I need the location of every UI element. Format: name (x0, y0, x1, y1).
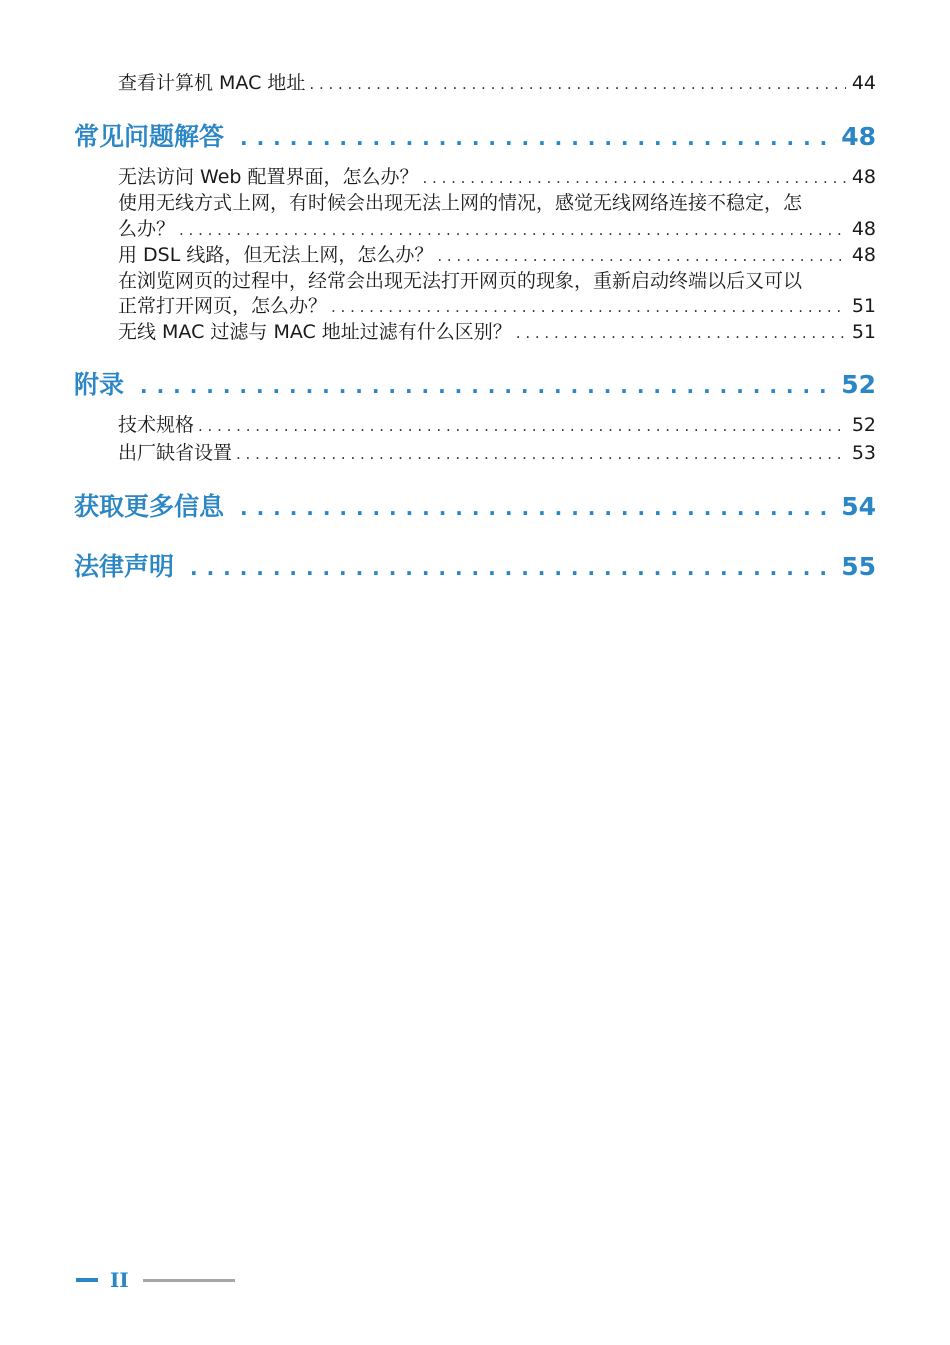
dot-leader (331, 294, 846, 319)
dot-leader (140, 369, 833, 402)
toc-chapter-appendix[interactable] (74, 368, 876, 402)
dot-leader (240, 491, 833, 524)
toc-entry-faq-dsl[interactable] (118, 242, 876, 268)
toc-entry-page: 51 (851, 295, 876, 317)
toc-entry-title: 用 DSL 线路，但无法上网，怎么办？ (118, 244, 434, 266)
toc-entry-page: 51 (851, 321, 876, 343)
page-footer (76, 1268, 235, 1292)
toc-entry-title: 无线 MAC 过滤与 MAC 地址过滤有什么区别？ (118, 321, 512, 343)
toc-entry-page: 48 (851, 218, 876, 240)
toc-entry-page: 48 (851, 166, 876, 188)
footer-accent-dash (76, 1278, 98, 1282)
toc-entry-faq-browse[interactable] (118, 293, 876, 319)
toc-chapter-legal[interactable] (74, 550, 876, 584)
dot-leader (240, 121, 833, 154)
toc-entry-title: 么办？ (118, 218, 176, 240)
toc-entry-faq-web[interactable] (118, 164, 876, 190)
toc-chapter-faq[interactable] (74, 120, 876, 154)
page-number: II (110, 1268, 129, 1292)
dot-leader (236, 441, 846, 466)
toc-entry-page: 52 (851, 414, 876, 436)
toc-entry-page: 53 (851, 442, 876, 464)
toc-chapter-page: 55 (841, 552, 876, 581)
toc-entry-faq-mac-filter[interactable] (118, 319, 876, 345)
toc-chapter-title: 常见问题解答 (74, 122, 225, 151)
toc-entry-factory-defaults[interactable] (118, 440, 876, 466)
toc-chapter-page: 52 (841, 370, 876, 399)
toc-chapter-more-info[interactable] (74, 490, 876, 524)
dot-leader (309, 71, 845, 96)
toc-chapter-page: 48 (841, 122, 876, 151)
toc-chapter-title: 附录 (74, 370, 125, 399)
toc-entry-faq-browse-line1[interactable]: 在浏览网页的过程中，经常会出现无法打开网页的现象，重新启动终端以后又可以 (118, 270, 803, 292)
toc-entry-page: 48 (851, 244, 876, 266)
dot-leader (190, 551, 833, 584)
toc-entry-title: 出厂缺省设置 (118, 442, 233, 464)
toc-chapter-title: 法律声明 (74, 552, 175, 581)
toc-entry-title: 技术规格 (118, 414, 195, 436)
toc-entry-tech-spec[interactable] (118, 412, 876, 438)
dot-leader (516, 320, 846, 345)
dot-leader (423, 165, 846, 190)
toc-entry-faq-wireless-line1[interactable]: 使用无线方式上网，有时候会出现无法上网的情况，感觉无线网络连接不稳定，怎 (118, 192, 803, 214)
toc-entry-mac-lookup[interactable] (118, 70, 876, 96)
dot-leader (198, 413, 846, 438)
toc-entry-faq-wireless[interactable] (118, 216, 876, 242)
toc-entry-page: 44 (851, 72, 876, 94)
dot-leader (437, 243, 845, 268)
toc-entry-title: 无法访问 Web 配置界面，怎么办？ (118, 166, 419, 188)
toc-entry-title: 正常打开网页，怎么办？ (118, 295, 328, 317)
toc-entry-title: 查看计算机 MAC 地址 (118, 72, 306, 94)
toc-chapter-title: 获取更多信息 (74, 492, 225, 521)
dot-leader (179, 217, 846, 242)
toc-chapter-page: 54 (841, 492, 876, 521)
footer-rule (143, 1279, 235, 1282)
